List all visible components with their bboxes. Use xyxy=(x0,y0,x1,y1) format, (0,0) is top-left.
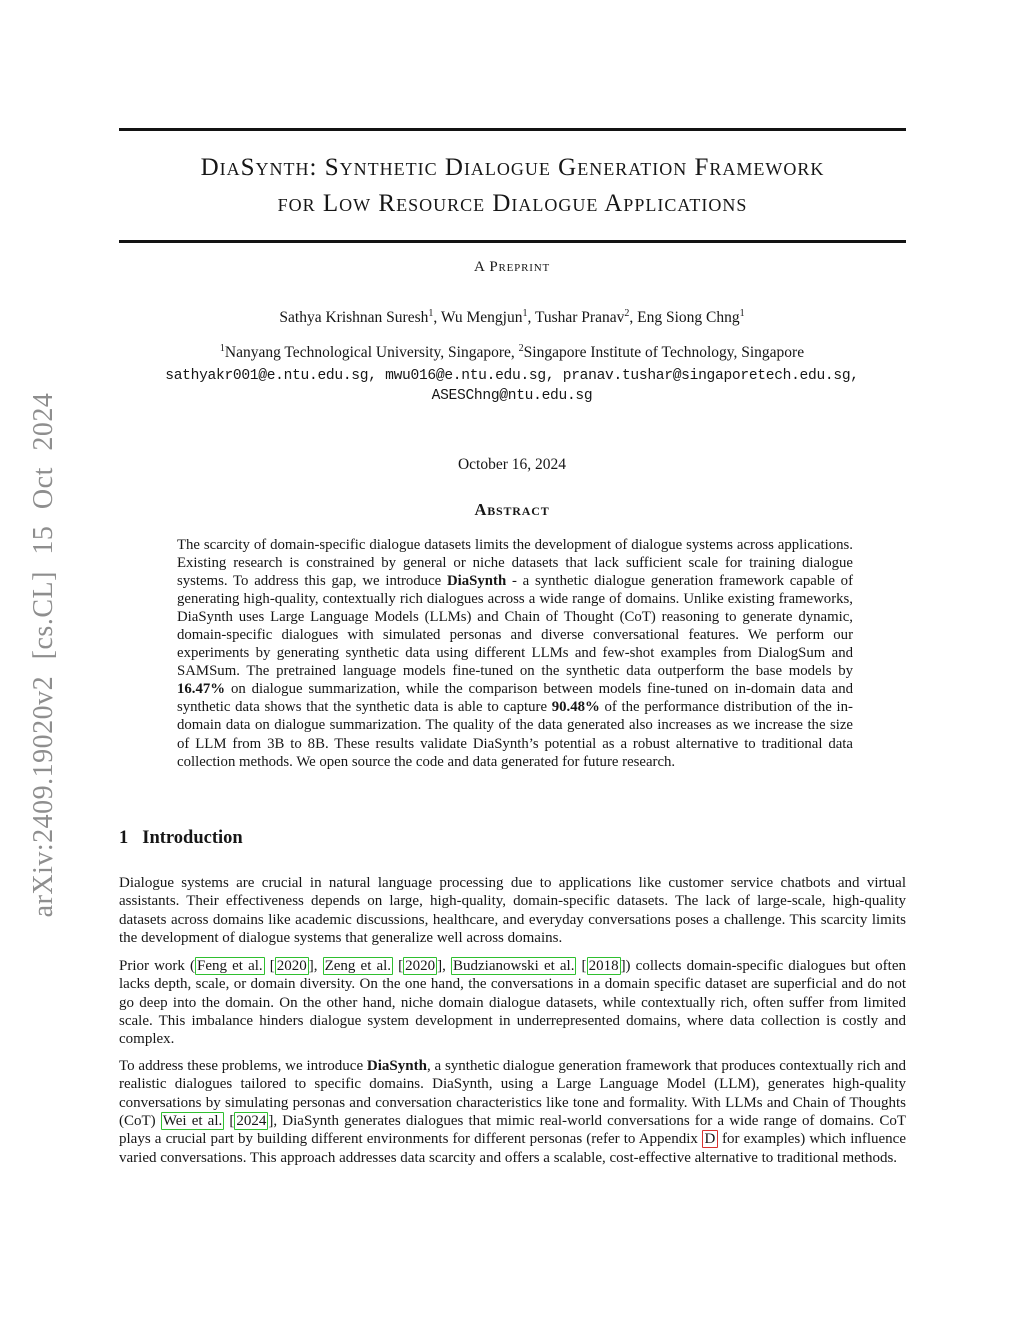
author-affiliation-mark: 2 xyxy=(624,307,630,319)
author-affiliation-mark: 1 xyxy=(428,307,434,319)
affiliation-name: Singapore Institute of Technology, Singapore xyxy=(523,344,805,361)
section-heading-introduction xyxy=(119,828,243,849)
arxiv-watermark: arXiv:2409.19020v2 [cs.CL] 15 Oct 2024 xyxy=(28,392,59,918)
citation-link[interactable]: Zeng et al. xyxy=(324,958,392,974)
intro-paragraph-1: Dialogue systems are crucial in natural language processing due to applications like customer service chatbots and virtual assistants. Their effectiveness depends on large, high-quality, domain-specific datasets. The lack of large-scale, high-quality datasets across domains like academic discussions, healthcare, and everyday conversations poses a challenge. This scarcity limits the development of dialogue systems that generalize well across domains. xyxy=(119,875,906,947)
paragraph-segment: for examples) which influence varied conversations. This approach addresses data scarcity and offers a scalable, cost-effective alternative to traditional methods. xyxy=(119,1131,906,1166)
intro-paragraph-2 xyxy=(119,957,906,1049)
paragraph-segment: ], xyxy=(437,958,452,974)
preprint-label: A Preprint xyxy=(474,259,550,275)
citation-link[interactable]: Budzianowski et al. xyxy=(453,958,575,974)
abstract-text xyxy=(177,536,853,771)
citation-link[interactable]: Wei et al. xyxy=(162,1113,223,1130)
paper-title-line2: for Low Resource Dialogue Applications xyxy=(277,190,748,217)
intro-paragraph-3 xyxy=(119,1057,906,1167)
section-number: 1 xyxy=(119,828,129,848)
affiliation-line xyxy=(0,344,1024,362)
section-title: Introduction xyxy=(142,828,243,848)
citation-year-link[interactable]: 2020 xyxy=(405,958,436,974)
author-affiliation-mark: 1 xyxy=(739,307,745,319)
author-name: Eng Siong Chng xyxy=(637,309,740,326)
paragraph-segment: [ xyxy=(224,1113,235,1130)
abstract-bold-term: DiaSynth xyxy=(446,573,507,590)
author-name: Tushar Pranav xyxy=(534,309,625,326)
abstract-segment: on dialogue summarization, while the comparison between models fine-tuned on in-domain data and synthetic data shows that the synthetic data is able to capture xyxy=(177,681,853,716)
author-separator: , xyxy=(527,309,535,326)
paper-title xyxy=(90,150,935,222)
bold-term: DiaSynth xyxy=(366,1058,427,1074)
citation-year-link[interactable]: 2020 xyxy=(276,958,307,974)
author-separator: , xyxy=(433,309,441,326)
paper-date: October 16, 2024 xyxy=(457,456,567,473)
citation-year-link[interactable]: 2018 xyxy=(588,958,619,974)
author-line xyxy=(0,309,1024,327)
abstract-bold-metric: 90.48% xyxy=(551,699,600,716)
paper-title-line1: DiaSynth: Synthetic Dialogue Generation Framework xyxy=(200,154,825,181)
email-line-2: ASESChng@ntu.edu.sg xyxy=(431,388,593,404)
author-name: Wu Mengjun xyxy=(440,309,523,326)
citation-link[interactable]: Feng et al. xyxy=(197,958,263,974)
email-block xyxy=(0,366,1024,406)
paragraph-segment: [ xyxy=(576,958,587,974)
author-affiliation-mark: 1 xyxy=(522,307,528,319)
appendix-ref-link[interactable]: D xyxy=(702,1130,718,1148)
paragraph-segment: , a synthetic dialogue generation framework that produces contextually rich and realistic dialogues tailored to specific domains. DiaSynth, using a Large Language Model (LLM), generates high-quality conversations by simulating personas and conversation characteristics like tone and formality. With LLMs and Chain of Thoughts (CoT) xyxy=(119,1058,906,1130)
affiliation-name: Nanyang Technological University, Singapore, xyxy=(224,344,519,361)
citation-year-link[interactable]: 2024 xyxy=(236,1113,267,1130)
paragraph-segment: Prior work ( xyxy=(119,958,196,974)
abstract-bold-metric: 16.47% xyxy=(177,681,226,698)
paragraph-segment: ]) collects domain-specific dialogues but often lacks depth, scale, or domain diversity. On the one hand, the conversations in a domain specific dataset are superficial and do not go deep into the domain. On the other hand, niche domain dialogue datasets, while contextually rich, often suffer from limited scale. This imbalance hinders dialogue system development in underrepresented domains, where data collection is costly and complex. xyxy=(119,958,906,1048)
paragraph-segment: ], DiaSynth generates dialogues that mimic real-world conversations for a wide range of domains. CoT plays a crucial part by building different environments for different personas (refer to Appendix xyxy=(119,1113,906,1148)
affiliation-mark: 1 xyxy=(219,342,225,354)
paragraph-segment: ], xyxy=(308,958,323,974)
paragraph-segment: [ xyxy=(393,958,404,974)
email-line-1: sathyakr001@e.ntu.edu.sg, mwu016@e.ntu.edu.sg, pranav.tushar@singaporetech.edu.sg, xyxy=(165,368,859,384)
abstract-heading: Abstract xyxy=(474,500,550,519)
affiliation-mark: 2 xyxy=(518,342,524,354)
header-rule-top xyxy=(119,128,906,131)
header-rule-bottom xyxy=(119,240,906,243)
abstract-segment: of the performance distribution of the in-domain data on dialogue summarization. The quality of the data generated also increases as we increase the size of LLM from 3B to 8B. These results validate DiaSynth’s potential as a robust alternative to traditional data collection methods. We open source the code and data generated for future research. xyxy=(177,699,853,770)
abstract-segment: - a synthetic dialogue generation framework capable of generating high-quality, contextually rich dialogues across a wide range of domains. Unlike existing frameworks, DiaSynth uses Large Language Models (LLMs) and Chain of Thought (CoT) reasoning to generate dynamic, domain-specific dialogues with simulated personas and diverse conversational features. We perform our experiments by generating synthetic data using different LLMs and few-shot examples from DialogSum and SAMSum. The pretrained language models fine-tuned on the synthetic data outperform the base models by xyxy=(177,573,853,680)
paragraph-segment: To address these problems, we introduce xyxy=(119,1058,367,1074)
author-separator: , xyxy=(629,309,638,326)
paragraph-segment: [ xyxy=(264,958,275,974)
author-name: Sathya Krishnan Suresh xyxy=(279,309,429,326)
abstract-segment: The scarcity of domain-specific dialogue datasets limits the development of dialogue systems across applications. Existing research is constrained by general or niche datasets that lack sufficient scale for training dialogue systems. To address this gap, we introduce xyxy=(177,537,853,590)
